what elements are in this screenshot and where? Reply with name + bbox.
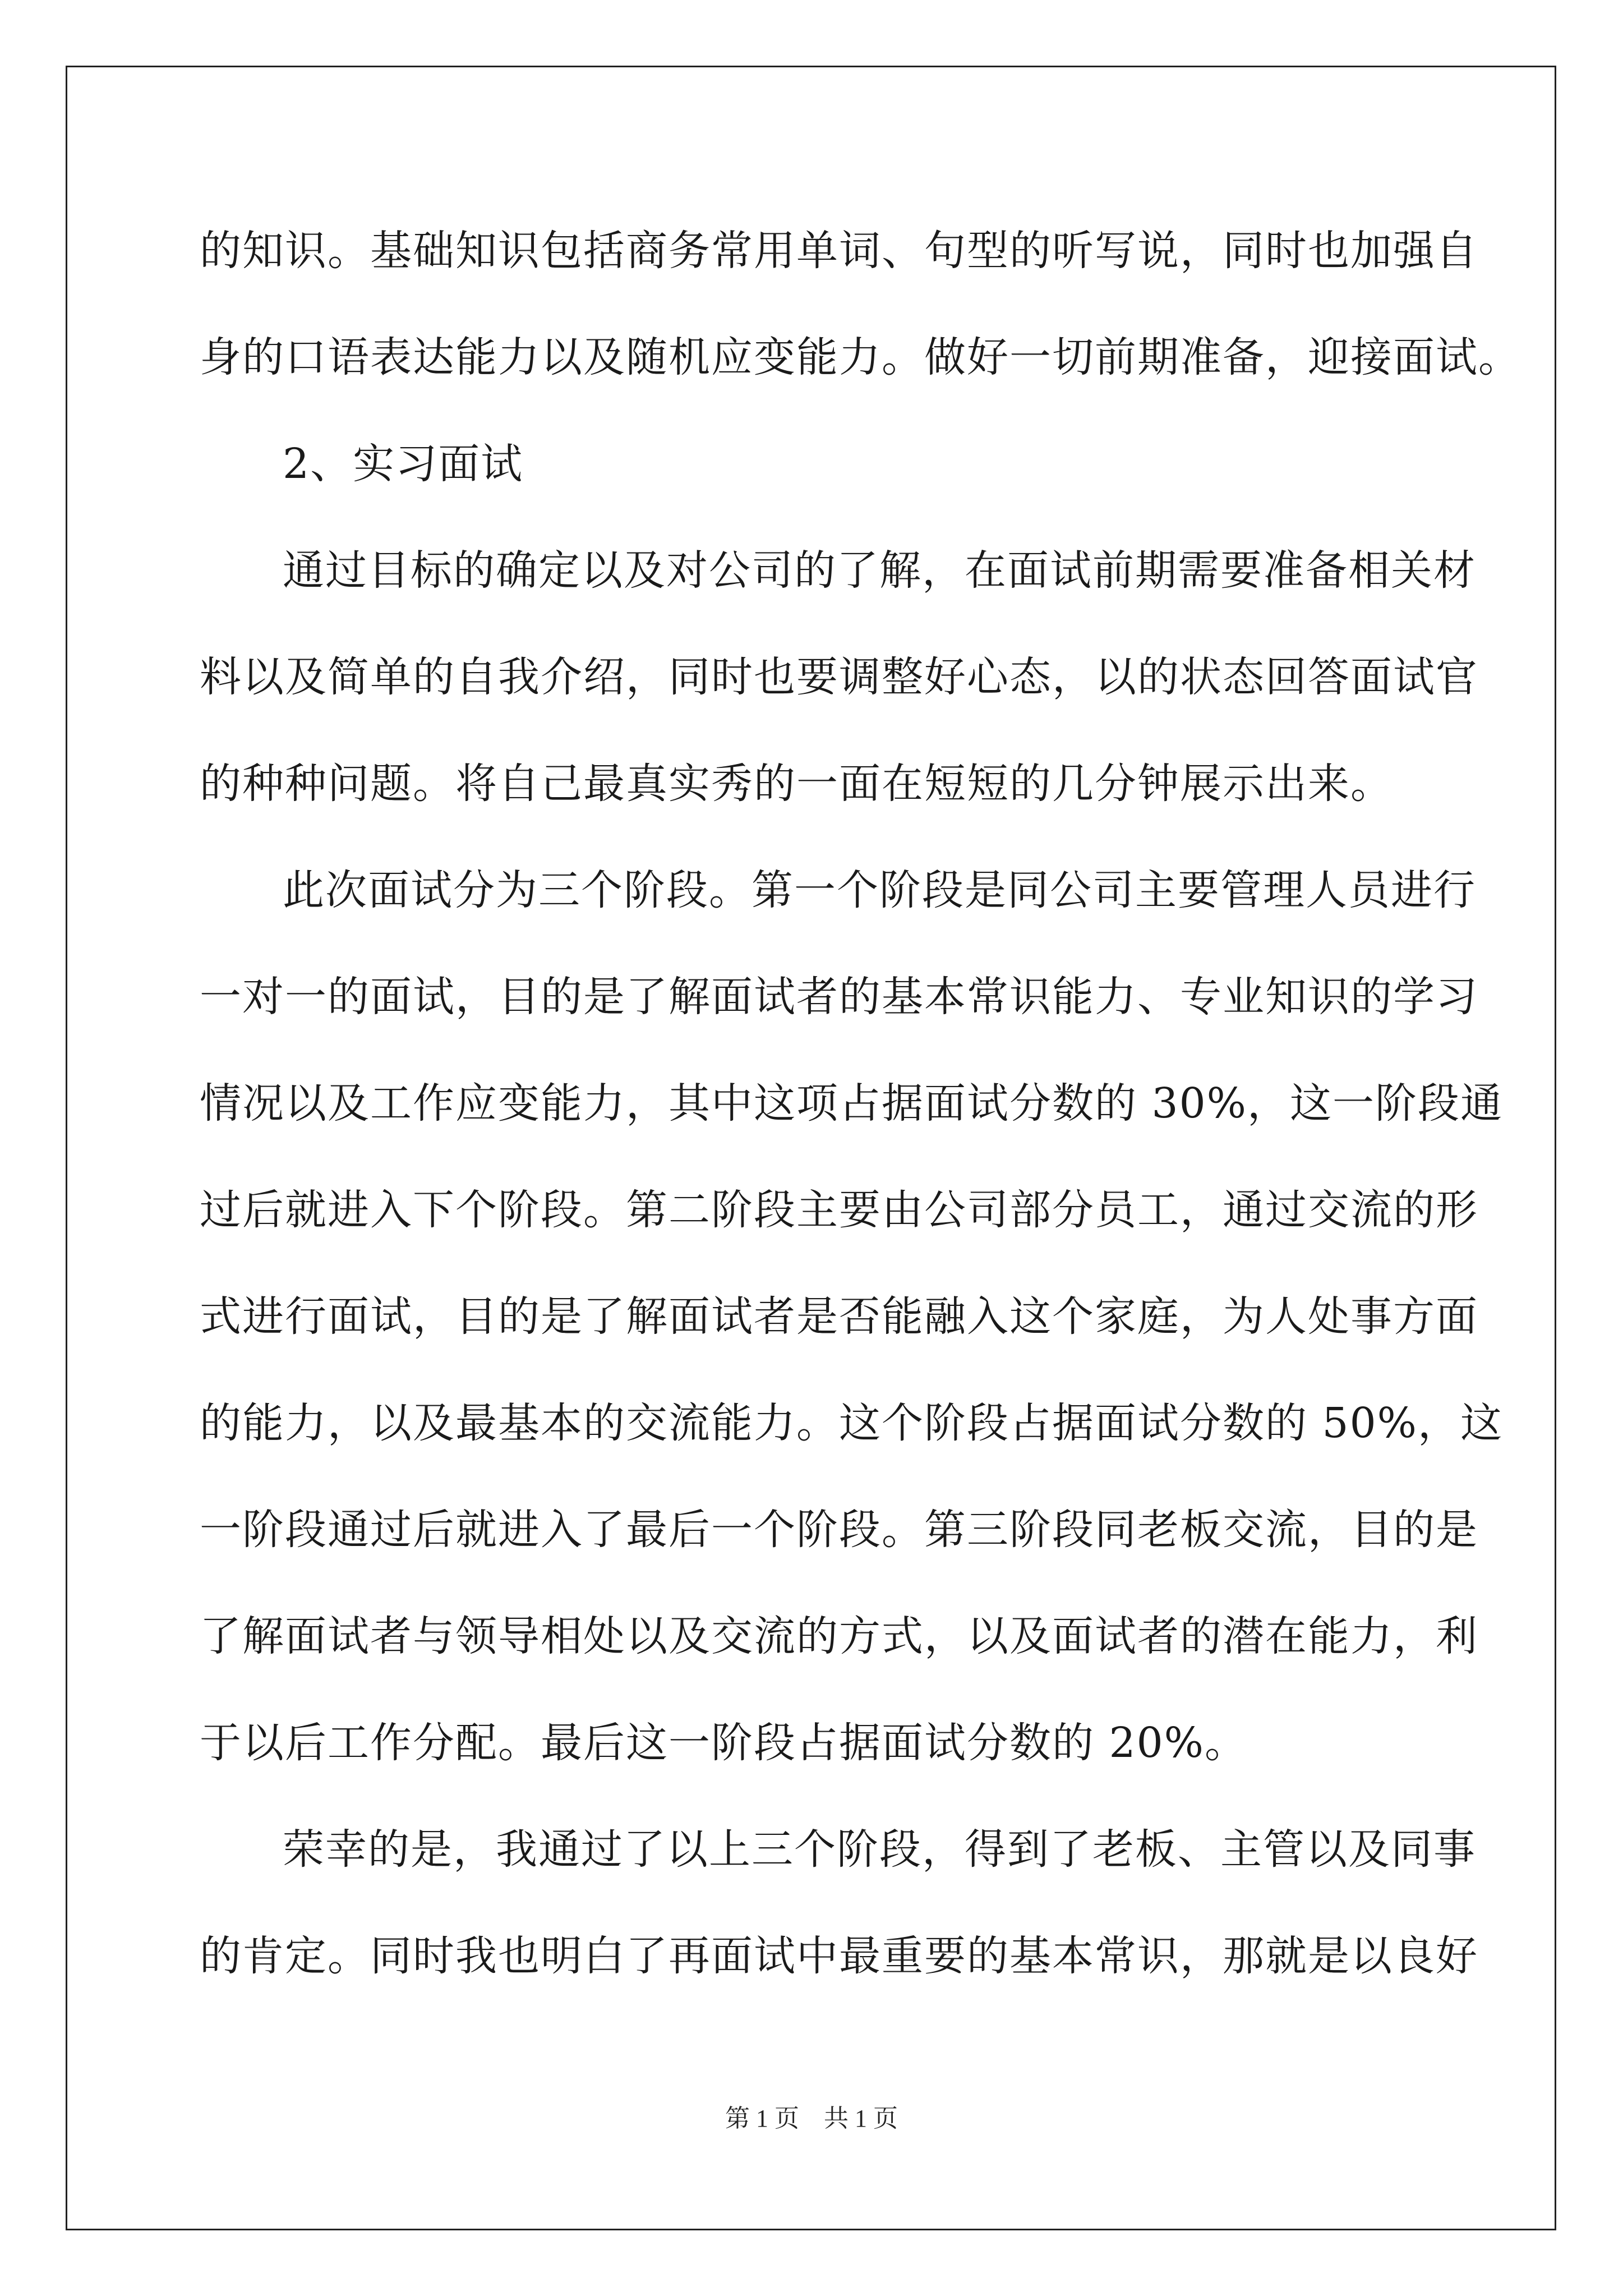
text-line: 身的口语表达能力以及随机应变能力。做好一切前期准备，迎接面试。	[200, 333, 1521, 381]
text-line: 的肯定。同时我也明白了再面试中最重要的基本常识，那就是以良好	[200, 1932, 1478, 1980]
text-line: 此次面试分为三个阶段。第一个阶段是同公司主要管理人员进行	[283, 866, 1476, 914]
text-line: 情况以及工作应变能力，其中这项占据面试分数的 30%，这一阶段通	[200, 1079, 1503, 1128]
text-line: 通过目标的确定以及对公司的了解，在面试前期需要准备相关材	[283, 546, 1476, 595]
text-line: 一阶段通过后就进入了最后一个阶段。第三阶段同老板交流，目的是	[200, 1506, 1478, 1554]
text-line: 的知识。基础知识包括商务常用单词、句型的听写说，同时也加强自	[200, 227, 1478, 275]
text-line: 了解面试者与领导相处以及交流的方式，以及面试者的潜在能力，利	[200, 1612, 1478, 1660]
text-line: 于以后工作分配。最后这一阶段占据面试分数的 20%。	[200, 1719, 1247, 1767]
text-line: 的能力，以及最基本的交流能力。这个阶段占据面试分数的 50%，这	[200, 1399, 1503, 1447]
document-body	[200, 209, 1521, 2021]
section-heading: 2、实习面试	[283, 440, 524, 488]
text-line: 的种种问题。将自己最真实秀的一面在短短的几分钟展示出来。	[200, 760, 1393, 808]
text-line: 一对一的面试，目的是了解面试者的基本常识能力、专业知识的学习	[200, 973, 1478, 1021]
text-line: 荣幸的是，我通过了以上三个阶段，得到了老板、主管以及同事	[283, 1825, 1476, 1874]
text-line: 料以及简单的自我介绍，同时也要调整好心态，以的状态回答面试官	[200, 653, 1478, 701]
page-number-footer: 第 1 页 共 1 页	[725, 2105, 898, 2132]
text-line: 式进行面试，目的是了解面试者是否能融入这个家庭，为人处事方面	[200, 1292, 1478, 1341]
text-line: 过后就进入下个阶段。第二阶段主要由公司部分员工，通过交流的形	[200, 1186, 1478, 1234]
